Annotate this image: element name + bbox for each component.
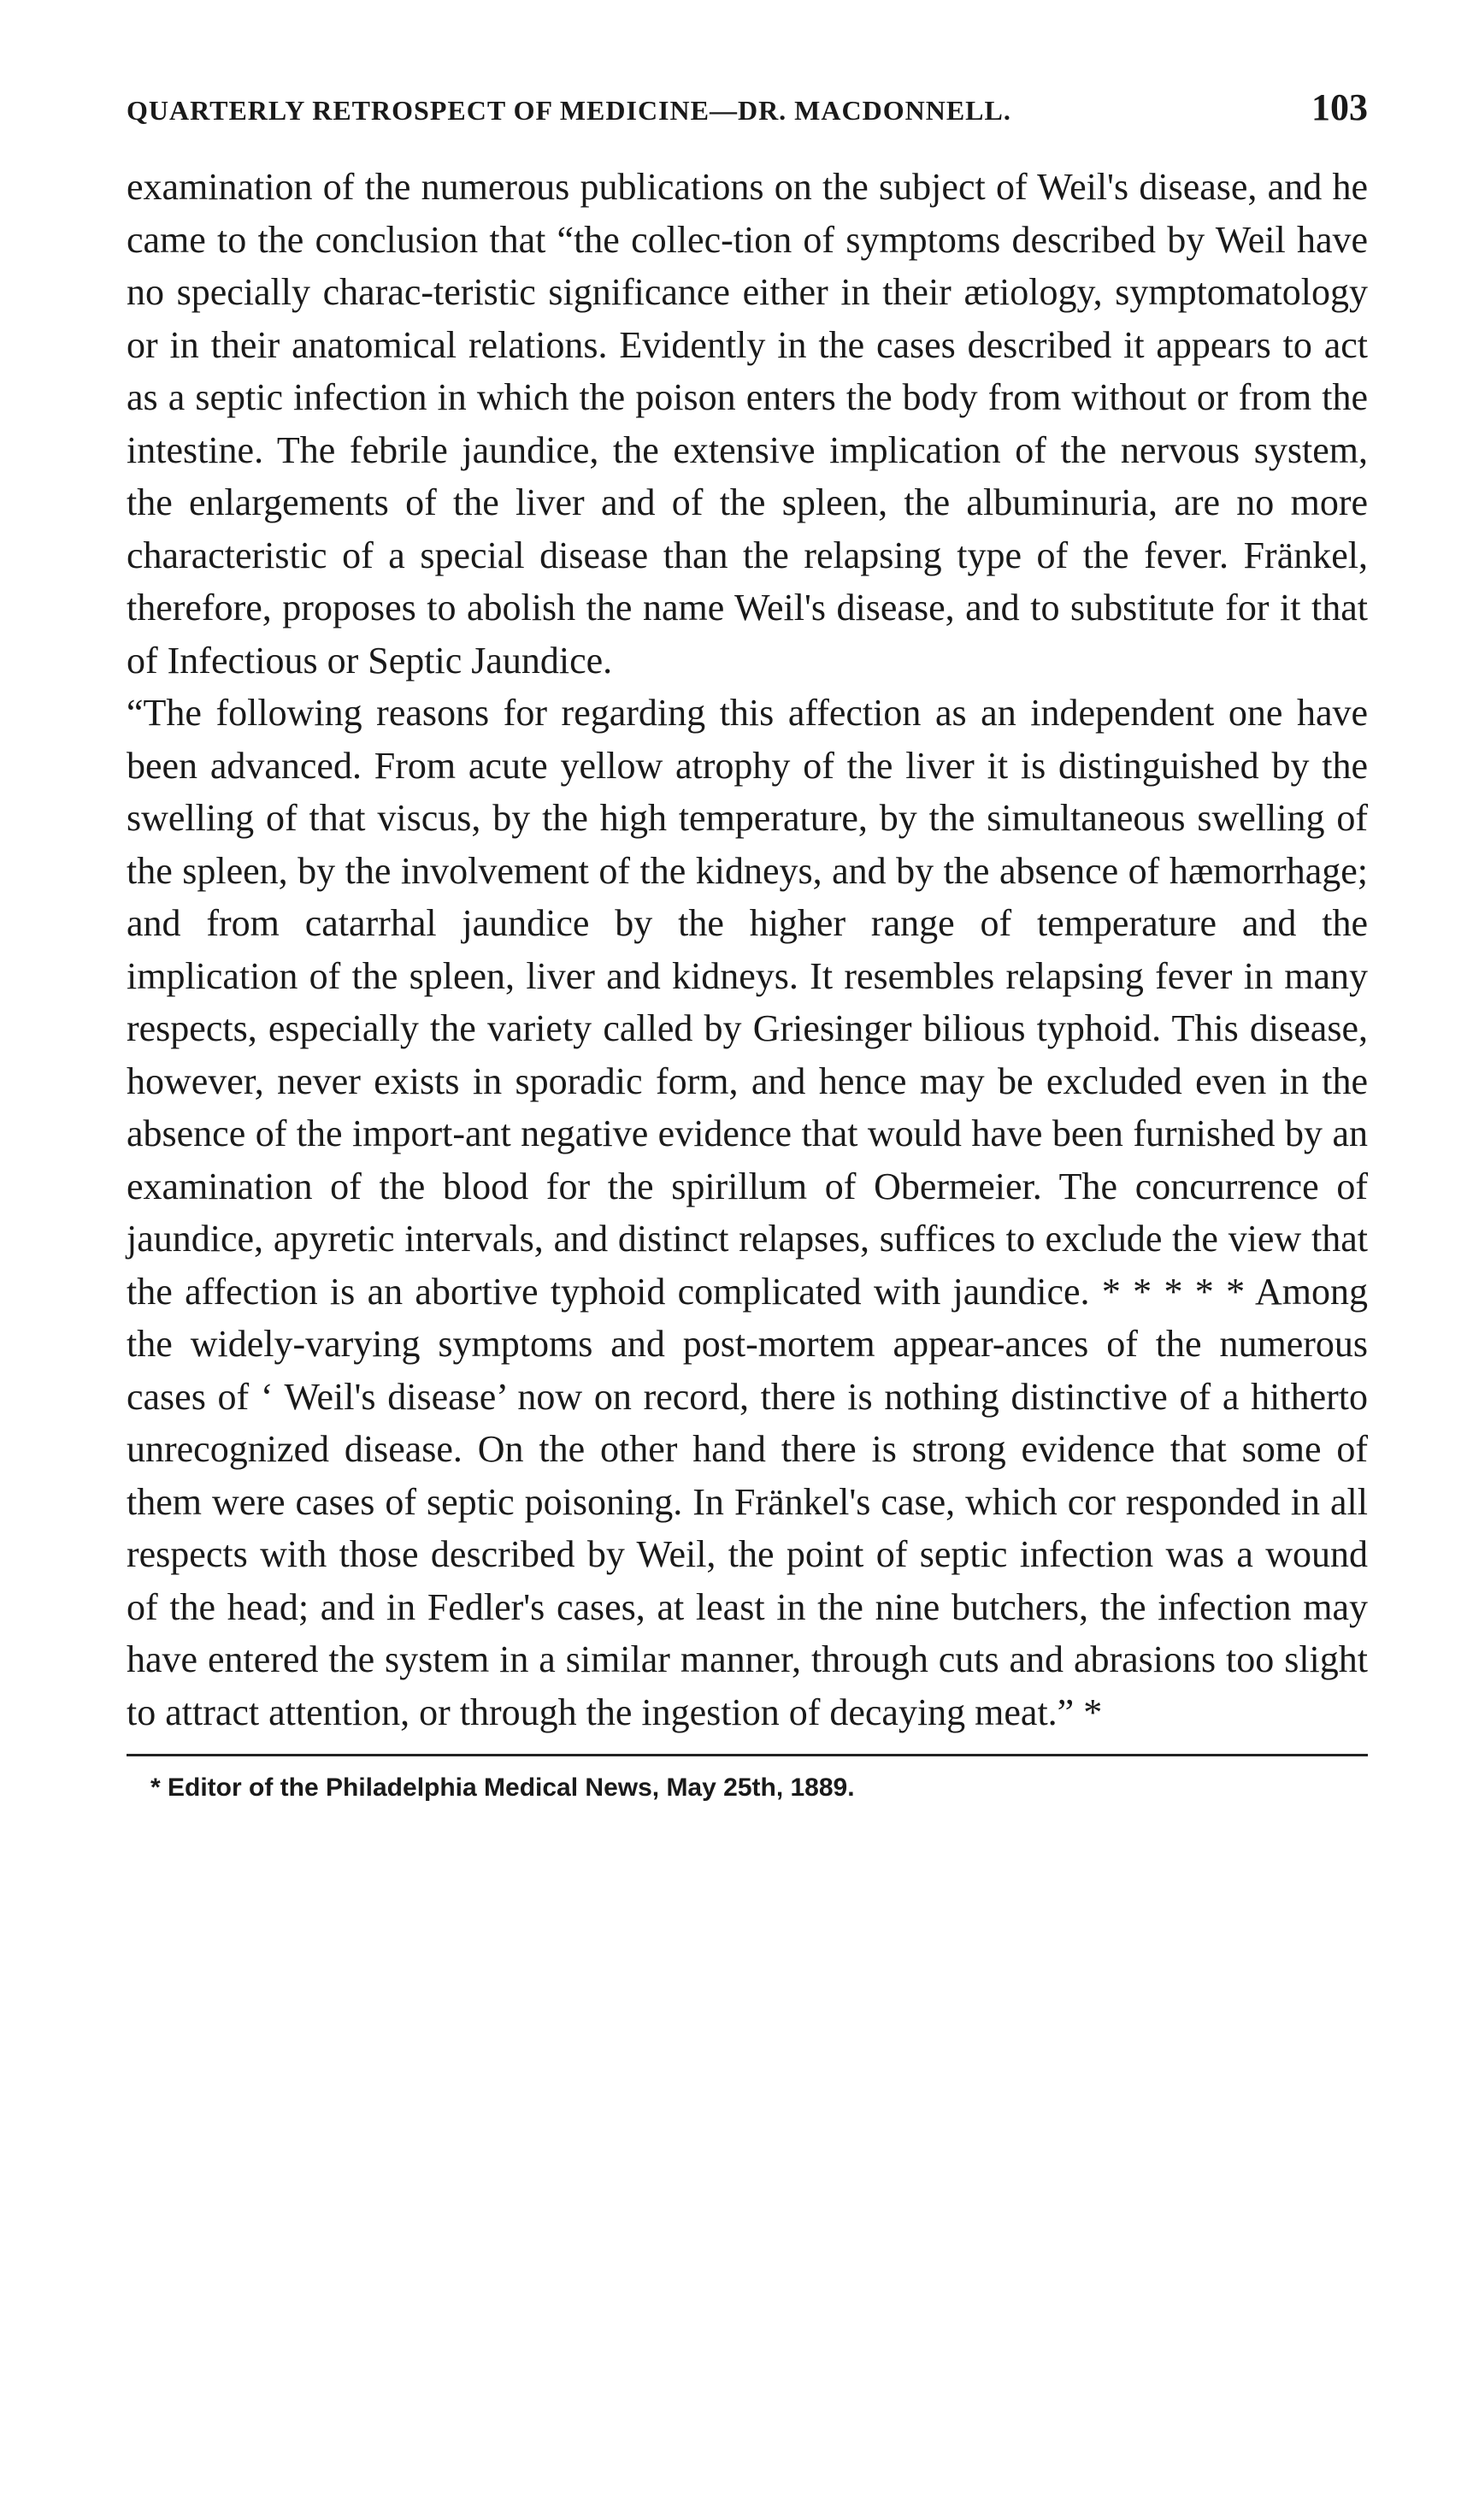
page-number: 103: [1311, 86, 1368, 128]
running-head: [127, 86, 1368, 147]
paragraph-2: “The following reasons for regarding this affection as an independent one have been advanced. From acute yellow atrophy of the liver it is distinguished by the swelling of that viscus, by the high temperature, by the simultaneous swelling of the spleen, by the involvement of the kidneys, and by the absence of hæmorrhage; and from catarrhal jaundice by the higher range of temperature and the implication of the spleen, liver and kidneys. It resembles relapsing fever in many respects, especially the variety called by Griesinger bilious typhoid. This disease, however, never exists in sporadic form, and hence may be excluded even in the absence of the import-ant negative evidence that would have been furnished by an examination of the blood for the spirillum of Obermeier. The concurrence of jaundice, apyretic intervals, and distinct relapses, suffices to exclude the view that the affection is an abortive typhoid complicated with jaundice. * * * * * Among the widely-varying symptoms and post-mortem appear-ances of the numerous cases of ‘ Weil's disease’ now on record, there is nothing distinctive of a hitherto unrecognized disease. On the other hand there is strong evidence that some of them were cases of septic poisoning. In Fränkel's case, which cor responded in all respects with those described by Weil, the point of septic infection was a wound of the head; and in Fedler's cases, at least in the nine butchers, the infection may have entered the system in a similar manner, through cuts and abrasions too slight to attract attention, or through the ingestion of decaying meat.” *: [127, 692, 1368, 1733]
body-text: [127, 161, 1368, 1738]
footnote-divider: [127, 1754, 1368, 1756]
paragraph-1: examination of the numerous publications on the subject of Weil's disease, and he came to the conclusion that “the collec-tion of symptoms described by Weil have no specially charac-teristic significance either in their ætiology, symptomatology or in their anatomical relations. Evidently in the cases described it appears to act as a septic infection in which the poison enters the body from without or from the intestine. The febrile jaundice, the extensive implication of the nervous system, the enlargements of the liver and of the spleen, the albuminuria, are no more characteristic of a special disease than the relapsing type of the fever. Fränkel, therefore, proposes to abolish the name Weil's disease, and to substitute for it that of Infectious or Septic Jaundice.: [127, 166, 1368, 682]
running-title: QUARTERLY RETROSPECT OF MEDICINE—DR. MACDONNELL.: [127, 95, 1011, 126]
footnote: * Editor of the Philadelphia Medical News, May 25th, 1889.: [150, 1773, 855, 1802]
page: [127, 86, 1368, 1803]
